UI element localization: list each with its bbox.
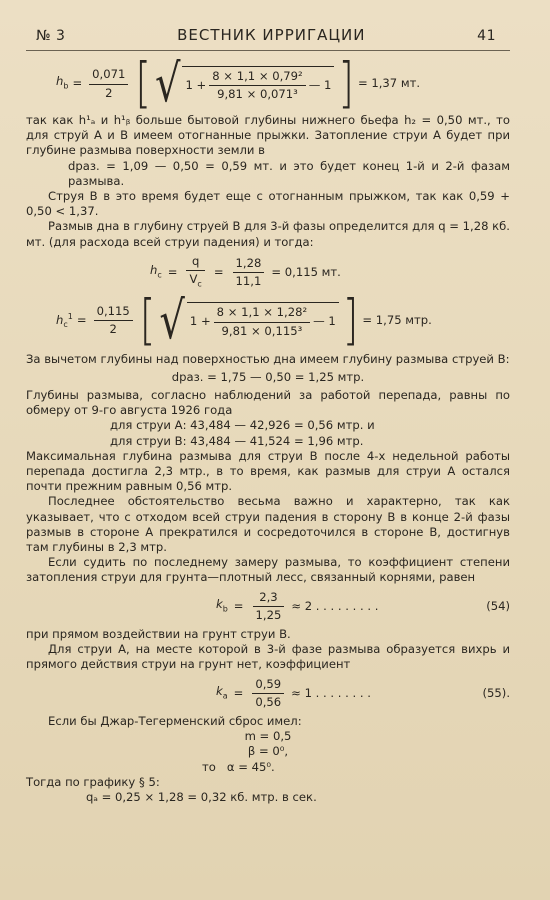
eq1-minus-one: — 1: [308, 77, 332, 92]
condition-alpha: [26, 760, 510, 775]
eq4-lhs: k: [216, 596, 223, 611]
eq3-inner-num: 8 × 1,1 × 1,28²: [214, 305, 310, 322]
condition-beta: β = 0⁰,: [247, 744, 289, 759]
eq5-den: 0,56: [255, 694, 282, 709]
eq1-result: = 1,37 мт.: [357, 76, 421, 91]
eq4-num: 2,3: [253, 590, 285, 607]
eq2-den-sub: c: [197, 279, 202, 289]
equation-hb: [56, 52, 510, 116]
equation-hc: [150, 254, 510, 292]
eq2-lhs-sub: c: [157, 270, 162, 280]
paragraph-4: За вычетом глубины над поверхностью дна имеем глубину размыва струей В:: [26, 351, 510, 366]
paragraph-9: при прямом воздействии на грунт струи В.: [26, 627, 291, 641]
paragraph-7: Последнее обстоятельство весьма важно и характерно, так как указывает, что с отходом всей струи падения в сторону В в конце 2-й фазы размыв в стороне А прекратился и сосредоточился в стороне В, достигнув там глубины в 2,3 мтр.: [26, 494, 510, 554]
eq2-num: q: [186, 254, 204, 271]
eq1-bracket-left: [: [135, 52, 151, 116]
journal-title: ВЕСТНИК ИРРИГАЦИИ: [177, 26, 366, 44]
eq1-bracket-right: ]: [338, 52, 354, 116]
eq5-approx: ≈ 1 . . . . . . . .: [291, 685, 371, 700]
eq3-lhs-sup: 1: [67, 311, 73, 321]
eq3-inner-den: 9,81 × 0,115³: [221, 323, 303, 338]
issue-number: № 3: [36, 28, 66, 44]
paragraph-11: Если бы Джар-Тегерменский сброс имел:: [48, 714, 302, 729]
equation-number-54: (54): [486, 598, 510, 613]
page-body: [26, 52, 510, 805]
eq2-eq: =: [167, 265, 178, 280]
page-header: [26, 22, 510, 51]
equation-54: [216, 590, 510, 623]
eq3-eq: =: [76, 312, 87, 327]
eq1-eq: =: [72, 76, 83, 91]
condition-m: m = 0,5: [244, 729, 292, 744]
equation-55: [216, 677, 510, 710]
line-draz-2: dраз. = 1,75 — 0,50 = 1,25 мтр.: [171, 369, 365, 384]
paragraph-1: так как h¹ₐ и h¹ᵦ больше бытовой глубины нижнего бьефа h₂ = 0,50 мт., то для струй А и В имеем отогнанные прыжки. Затопление струи А будет при глубине размыва поверхности земли в: [26, 113, 510, 158]
condition-alpha-prefix: то: [202, 759, 216, 774]
paragraph-10: Для струи А, на месте которой в 3-й фазе размыва образуется вихрь и прямого действия струи на грунт нет, коэффициент: [26, 642, 510, 672]
eq3-lhs-sub: c: [63, 320, 68, 330]
eq1-fraction: [89, 67, 128, 100]
eq3-num: 0,115: [94, 304, 133, 321]
eq5-num: 0,59: [252, 677, 284, 694]
eq4-den: 1,25: [255, 607, 282, 622]
eq2-lhs: h: [150, 262, 158, 277]
eq4-lhs-sub: b: [222, 603, 228, 613]
equation-hc1: $h_c^1$ = $\frac{0,115}{2}$ [ √ 1 + $\frac{\text{8 × 1,1 × 1,28²}}{\text{9,81 × 0,115³}}$ — 1 ] = 1,75 мтр.: [56, 289, 432, 352]
eq1-den: 2: [105, 85, 113, 100]
eq2-result: = 0,115 мт.: [271, 265, 341, 280]
eq1-inner-den: 9,81 × 0,071³: [217, 87, 298, 101]
eq3-inner-one: 1 +: [189, 314, 211, 329]
eq1-inner-one: 1 +: [185, 77, 207, 92]
eq2-eq2: =: [213, 265, 224, 280]
eq1-sqrt: √ 1 + $\frac{\text{8 × 1,1 × 0,79²}}{\text{9,81 × 0,071³}}$ — 1: [155, 64, 334, 104]
condition-alpha-value: α = 45⁰.: [226, 759, 275, 774]
paragraph-2: Струя В в это время будет еще с отогнанным прыжком, так как 0,59 + 0,50 < 1,37.: [26, 189, 510, 219]
paragraph-8: Если судить по последнему замеру размыва, то коэффициент степени затопления струи для грунта—плотный лесс, связанный корнями, равен: [26, 555, 510, 585]
eq3-lhs: h: [56, 312, 64, 327]
eq3-minus-one: — 1: [313, 314, 336, 329]
eq2-den2: 11,1: [235, 274, 262, 289]
eq5-lhs-sub: a: [222, 690, 228, 700]
paragraph-3: Размыв дна в глубину струей В для 3-й фазы определится для q = 1,28 кб. мт. (для расхода всей струи падения) и тогда:: [26, 219, 510, 249]
eq2-den: V: [189, 272, 198, 287]
page-number: 41: [477, 28, 496, 44]
line-stream-a: для струи А: 43,484 — 42,926 = 0,56 мтр. и: [110, 418, 375, 433]
eq2-num2: 1,28: [233, 256, 265, 273]
eq1-lhs: h: [56, 74, 64, 89]
eq4-approx: ≈ 2 . . . . . . . . .: [291, 598, 379, 613]
eq3-den: 2: [109, 322, 117, 337]
equation-number-55: (55).: [482, 685, 510, 700]
paragraph-12: Тогда по графику § 5:: [26, 774, 160, 789]
eq4-eq: =: [233, 598, 244, 613]
line-qa: qₐ = 0,25 × 1,28 = 0,32 кб. мтр. в сек.: [86, 790, 317, 805]
line-draz-1: dраз. = 1,09 — 0,50 = 0,59 мт. и это будет конец 1-й и 2-й фазам размыва.: [68, 158, 510, 188]
eq5-lhs: k: [216, 683, 223, 698]
eq1-lhs-sub: b: [63, 81, 69, 91]
paragraph-6: Максимальная глубина размыва для струи В после 4-х недельной работы перепада достигла 2,3 мтр., в то время, как размыв для струи А остался почти прежним равным 0,56 мтр.: [26, 448, 510, 494]
eq5-eq: =: [233, 685, 244, 700]
eq1-num: 0,071: [89, 67, 128, 84]
eq3-result: = 1,75 мтр.: [362, 312, 432, 327]
paragraph-5: Глубины размыва, согласно наблюдений за работой перепада, равны по обмеру от 9-го августа 1926 года: [26, 387, 510, 418]
line-stream-b: для струи В: 43,484 — 41,524 = 1,96 мтр.: [110, 433, 364, 448]
eq1-inner-num: 8 × 1,1 × 0,79²: [209, 69, 305, 86]
